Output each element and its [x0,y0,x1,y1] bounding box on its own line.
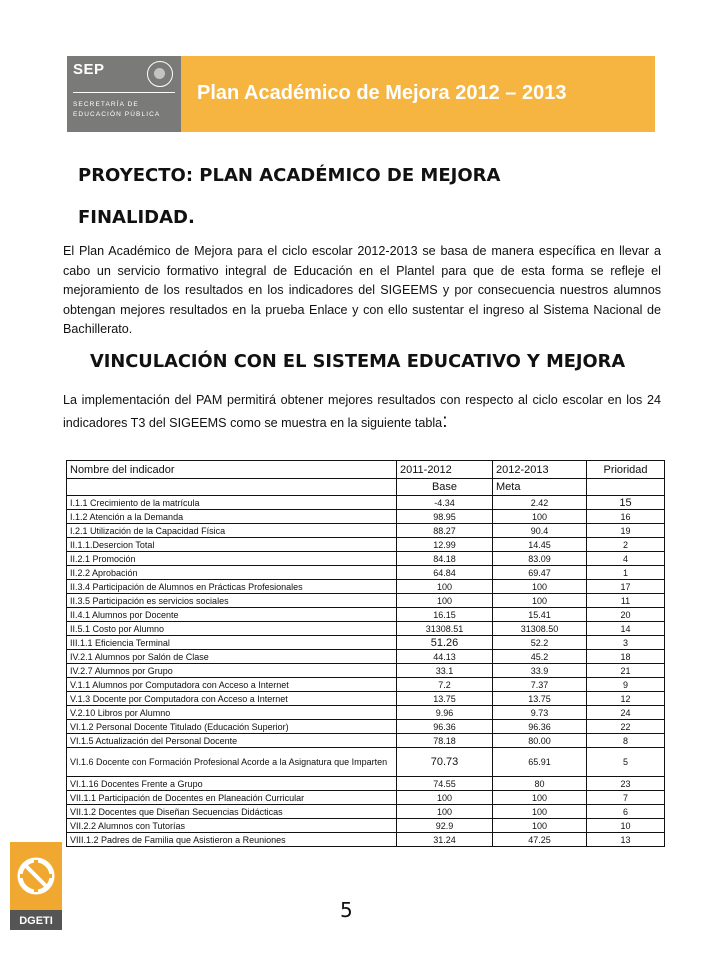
indicator-name-cell: VII.1.1 Participación de Docentes en Planeación Curricular [67,791,397,805]
table-row [67,608,665,622]
meta-value-cell: 52.2 [493,636,587,650]
table-row [67,580,665,594]
meta-value-cell: 100 [493,791,587,805]
finalidad-heading: FINALIDAD. [78,207,195,228]
header-priority: Prioridad [587,461,665,479]
base-value-cell: 33.1 [397,664,493,678]
base-value-cell: 9.96 [397,706,493,720]
indicator-name-cell: VIII.1.2 Padres de Familia que Asistieron a Reuniones [67,833,397,847]
meta-value-cell: 47.25 [493,833,587,847]
vinculacion-heading: VINCULACIÓN CON EL SISTEMA EDUCATIVO Y MEJORA [90,351,626,372]
table-row [67,552,665,566]
meta-value-cell: 69.47 [493,566,587,580]
priority-cell: 19 [587,524,665,538]
indicator-name-cell: VI.1.16 Docentes Frente a Grupo [67,777,397,791]
table-row [67,805,665,819]
national-seal-icon [147,61,173,87]
base-value-cell: 44.13 [397,650,493,664]
table-row [67,594,665,608]
indicator-name-cell: V.1.3 Docente por Computadora con Acceso a Internet [67,692,397,706]
indicator-name-cell: I.1.2 Atención a la Demanda [67,510,397,524]
base-value-cell: 31.24 [397,833,493,847]
meta-value-cell: 65.91 [493,748,587,777]
meta-value-cell: 9.73 [493,706,587,720]
base-value-cell: 64.84 [397,566,493,580]
document-title: Plan Académico de Mejora 2012 – 2013 [197,82,567,104]
meta-value-cell: 80.00 [493,734,587,748]
base-value-cell: 100 [397,594,493,608]
indicator-name-cell: VI.1.2 Personal Docente Titulado (Educación Superior) [67,720,397,734]
priority-cell: 9 [587,678,665,692]
table-row [67,524,665,538]
indicator-name-cell: II.1.1.Desercion Total [67,538,397,552]
indicator-name-cell: V.1.1 Alumnos por Computadora con Acceso a Internet [67,678,397,692]
priority-cell: 6 [587,805,665,819]
priority-cell: 8 [587,734,665,748]
indicator-name-cell: VII.1.2 Docentes que Diseñan Secuencias Didácticas [67,805,397,819]
indicator-name-cell: VII.2.2 Alumnos con Tutorías [67,819,397,833]
base-value-cell: 100 [397,580,493,594]
indicator-name-cell: II.4.1 Alumnos por Docente [67,608,397,622]
priority-cell: 3 [587,636,665,650]
logo-divider [73,92,175,93]
sep-subtitle [73,100,160,120]
header-2012-2013: 2012-2013 [493,461,587,479]
indicator-name-cell: VI.1.6 Docente con Formación Profesional Acorde a la Asignatura que Imparten [67,748,397,777]
subheader-meta: Meta [493,479,587,496]
dgeti-logo-text: DGETI [19,915,53,927]
table-row [67,833,665,847]
table-row [67,664,665,678]
priority-cell: 21 [587,664,665,678]
base-value-cell: 12.99 [397,538,493,552]
meta-value-cell: 15.41 [493,608,587,622]
table-row [67,720,665,734]
base-value-cell: 84.18 [397,552,493,566]
meta-value-cell: 7.37 [493,678,587,692]
table-row [67,692,665,706]
base-value-cell: 88.27 [397,524,493,538]
table-subheader-row [67,479,665,496]
base-value-cell: 70.73 [397,748,493,777]
table-row [67,777,665,791]
indicator-name-cell: II.3.5 Participación es servicios sociales [67,594,397,608]
indicator-name-cell: II.2.2 Aprobación [67,566,397,580]
header-2011-2012: 2011-2012 [397,461,493,479]
indicator-name-cell: I.2.1 Utilización de la Capacidad Física [67,524,397,538]
priority-cell: 11 [587,594,665,608]
priority-cell: 7 [587,791,665,805]
base-value-cell: 100 [397,791,493,805]
table-row [67,622,665,636]
vinculacion-paragraph [63,389,661,434]
meta-value-cell: 33.9 [493,664,587,678]
meta-value-cell: 14.45 [493,538,587,552]
table-header-row [67,461,665,479]
table-row [67,636,665,650]
meta-value-cell: 100 [493,819,587,833]
indicator-name-cell: I.1.1 Crecimiento de la matrícula [67,496,397,510]
table-row [67,791,665,805]
vinculacion-text: La implementación del PAM permitirá obtener mejores resultados con respecto al ciclo escolar en los 24 indicadores T3 del SIGEEMS como se muestra en la siguiente tabla [63,393,661,430]
base-value-cell: 100 [397,805,493,819]
base-value-cell: 78.18 [397,734,493,748]
meta-value-cell: 100 [493,510,587,524]
priority-cell: 22 [587,720,665,734]
base-value-cell: 16.15 [397,608,493,622]
table-row [67,748,665,777]
priority-cell: 15 [587,496,665,510]
base-value-cell: 13.75 [397,692,493,706]
priority-cell: 4 [587,552,665,566]
page-number: 5 [340,898,353,922]
table-row [67,510,665,524]
priority-cell: 14 [587,622,665,636]
indicator-name-cell: VI.1.5 Actualización del Personal Docente [67,734,397,748]
indicators-table [66,460,665,847]
meta-value-cell: 83.09 [493,552,587,566]
vinculacion-colon: : [442,411,448,432]
priority-cell: 1 [587,566,665,580]
base-value-cell: 51.26 [397,636,493,650]
indicator-name-cell: II.5.1 Costo por Alumno [67,622,397,636]
finalidad-paragraph: El Plan Académico de Mejora para el ciclo escolar 2012-2013 se basa de manera específica en llevar a cabo un servicio formativo integral de Educación en el Plantel para que de esta forma se refleje el mejoramiento de los resultados en los indicadores del SIGEEMS y por consecuencia nuestros alumnos obtengan mejores resultados en la prueba Enlace y con ello sustentar el ingreso al Sistema Nacional de Bachillerato. [63,244,661,337]
table-row [67,496,665,510]
priority-cell: 5 [587,748,665,777]
table-row [67,819,665,833]
header-banner [67,56,655,132]
priority-cell: 23 [587,777,665,791]
base-value-cell: 7.2 [397,678,493,692]
priority-cell: 13 [587,833,665,847]
table-row [67,734,665,748]
sep-logo [67,56,181,132]
priority-cell: 18 [587,650,665,664]
meta-value-cell: 100 [493,805,587,819]
priority-cell: 20 [587,608,665,622]
sep-subtitle-line1: SECRETARÍA DE [73,101,139,108]
header-indicator: Nombre del indicador [67,461,397,479]
priority-cell: 12 [587,692,665,706]
base-value-cell: -4.34 [397,496,493,510]
meta-value-cell: 96.36 [493,720,587,734]
dgeti-logo [10,842,62,930]
meta-value-cell: 45.2 [493,650,587,664]
indicator-name-cell: III.1.1 Eficiencia Terminal [67,636,397,650]
meta-value-cell: 13.75 [493,692,587,706]
meta-value-cell: 90.4 [493,524,587,538]
subheader-empty [67,479,397,496]
indicator-name-cell: II.2.1 Promoción [67,552,397,566]
project-heading: PROYECTO: PLAN ACADÉMICO DE MEJORA [78,165,501,186]
base-value-cell: 31308.51 [397,622,493,636]
priority-cell: 2 [587,538,665,552]
meta-value-cell: 2.42 [493,496,587,510]
indicator-name-cell: IV.2.7 Alumnos por Grupo [67,664,397,678]
base-value-cell: 74.55 [397,777,493,791]
indicator-name-cell: V.2.10 Libros por Alumno [67,706,397,720]
sep-logo-text: SEP [73,61,105,78]
table-row [67,650,665,664]
meta-value-cell: 80 [493,777,587,791]
indicator-name-cell: IV.2.1 Alumnos por Salón de Clase [67,650,397,664]
table-row [67,706,665,720]
priority-cell: 17 [587,580,665,594]
meta-value-cell: 100 [493,580,587,594]
priority-cell: 16 [587,510,665,524]
table-row [67,538,665,552]
subheader-priority-empty [587,479,665,496]
meta-value-cell: 31308.50 [493,622,587,636]
indicator-name-cell: II.3.4 Participación de Alumnos en Prácticas Profesionales [67,580,397,594]
priority-cell: 10 [587,819,665,833]
subheader-base: Base [397,479,493,496]
table-row [67,678,665,692]
priority-cell: 24 [587,706,665,720]
base-value-cell: 96.36 [397,720,493,734]
base-value-cell: 98.95 [397,510,493,524]
table-row [67,566,665,580]
meta-value-cell: 100 [493,594,587,608]
base-value-cell: 92.9 [397,819,493,833]
sep-subtitle-line2: EDUCACIÓN PÚBLICA [73,111,161,118]
